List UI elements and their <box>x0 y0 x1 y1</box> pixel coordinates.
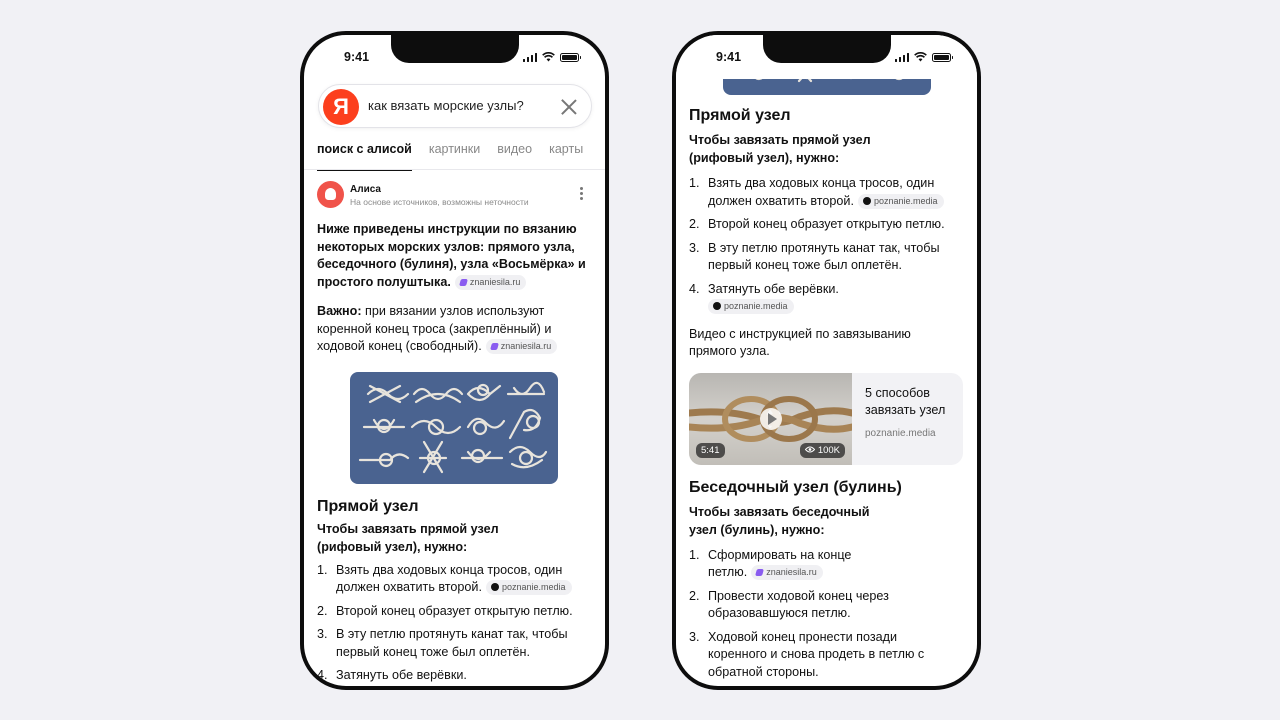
notch <box>763 31 891 63</box>
eye-icon <box>805 446 815 453</box>
phone-left <box>300 31 609 690</box>
section-subtitle: Чтобы завязать прямой узел (рифовый узел), нужно: <box>317 521 499 554</box>
list-item <box>689 588 909 623</box>
section-title: Прямой узел <box>317 497 419 515</box>
step-text: В эту петлю протянуть канат так, чтобы первый конец тоже был оплетён. <box>336 627 568 659</box>
video-card[interactable] <box>689 373 963 465</box>
signal-icon <box>523 53 538 62</box>
list-item <box>689 240 963 275</box>
poznanie-icon <box>491 583 499 591</box>
step-number: 2. <box>689 588 700 603</box>
step-number: 3. <box>689 629 700 644</box>
video-thumbnail[interactable] <box>689 373 852 465</box>
step-text: В эту петлю протянуть канат так, чтобы первый конец тоже был оплетён. <box>708 240 940 272</box>
step-text: Взять два ходовых конца тросов, один должен охватить второй. <box>336 562 563 594</box>
tabs-divider <box>304 169 605 170</box>
list-item <box>689 175 963 210</box>
source-label: poznanie.media <box>501 582 566 592</box>
step-number: 3. <box>317 627 328 641</box>
status-time: 9:41 <box>716 50 742 64</box>
step-number: 1. <box>689 547 700 562</box>
alisa-name: Алиса <box>350 184 381 195</box>
close-icon[interactable] <box>561 99 577 115</box>
poznanie-icon <box>863 197 871 205</box>
alisa-disclaimer: На основе источников, возможны неточности <box>350 197 529 207</box>
step-text: Затянуть обе верёвки. <box>708 281 839 296</box>
video-title[interactable]: 5 способов завязать узел <box>865 385 946 417</box>
status-icons <box>895 52 952 62</box>
yandex-logo[interactable]: Я <box>323 89 359 125</box>
wifi-icon <box>914 52 927 62</box>
steps-list <box>689 175 963 316</box>
znaniesila-icon <box>755 569 764 576</box>
list-item <box>317 603 591 621</box>
step-text: Второй конец образует открытую петлю. <box>336 603 573 618</box>
search-tabs <box>317 140 605 170</box>
duration-badge: 5:41 <box>696 443 725 458</box>
znaniesila-icon <box>490 343 499 350</box>
section-title: Беседочный узел (булинь) <box>689 478 902 496</box>
tab-video[interactable]: видео <box>497 142 533 156</box>
source-chip[interactable] <box>751 565 823 580</box>
wifi-icon <box>542 52 555 62</box>
answer-content <box>689 107 963 687</box>
step-text: Второй конец образует открытую петлю. <box>708 217 945 231</box>
views-badge <box>800 443 845 458</box>
kebab-icon[interactable] <box>580 187 583 201</box>
step-text: Взять два ходовых конца тросов, один должен охватить второй. <box>708 176 935 208</box>
source-chip[interactable] <box>858 194 944 209</box>
step-number: 4. <box>317 668 328 682</box>
step-number: 4. <box>689 281 700 296</box>
section-subtitle: Чтобы завязать прямой узел (рифовый узел), нужно: <box>689 133 871 165</box>
tab-alisa-search[interactable]: поиск с алисой <box>317 142 412 171</box>
list-item <box>689 281 963 316</box>
step-text: Провести ходовой конец через образовавшуюся петлю. <box>708 588 889 620</box>
list-item <box>317 562 591 597</box>
source-label: znaniesila.ru <box>469 276 521 287</box>
step-number: 2. <box>689 217 700 231</box>
phone-right <box>672 31 981 690</box>
source-label: poznanie.media <box>724 301 788 311</box>
knots-illustration <box>350 372 558 484</box>
battery-icon <box>932 53 951 62</box>
step-number: 1. <box>317 562 328 577</box>
list-item <box>317 626 591 661</box>
intro-paragraph <box>317 221 591 291</box>
source-chip[interactable] <box>708 299 794 314</box>
steps-list <box>317 562 591 685</box>
status-time: 9:41 <box>344 50 370 64</box>
play-icon[interactable] <box>760 408 782 430</box>
intro-text: Ниже приведены инструкции по вязанию некоторых морских узлов: прямого узла, беседочного (булиня), узла «Восьмёрка» и простого полуштыка. <box>317 222 586 289</box>
source-chip[interactable] <box>486 580 572 595</box>
step-text: Сформировать на конце петлю. <box>708 547 852 579</box>
important-text: при вязании узлов используют коренной конец троса (закреплённый) и ходовой конец (свободный). <box>317 304 552 353</box>
search-bar[interactable] <box>318 84 592 128</box>
list-item <box>689 216 963 234</box>
step-text: Затянуть обе верёвки. <box>336 668 467 682</box>
znaniesila-icon <box>459 279 468 286</box>
video-source: poznanie.media <box>865 427 936 439</box>
list-item <box>689 629 939 682</box>
step-number: 1. <box>689 176 700 190</box>
battery-icon <box>560 53 579 62</box>
video-intro: Видео с инструкцией по завязыванию прямого узла. <box>689 326 911 358</box>
step-number: 3. <box>689 240 700 255</box>
source-label: znaniesila.ru <box>500 341 552 351</box>
section-subtitle: Чтобы завязать беседочный узел (булинь), нужно: <box>689 504 870 537</box>
notch <box>391 31 519 63</box>
poznanie-icon <box>713 302 721 310</box>
step-number: 2. <box>317 603 328 618</box>
source-chip[interactable] <box>486 339 558 354</box>
step-text: Ходовой конец пронести позади коренного и снова продеть в петлю с обратной стороны. <box>708 629 925 679</box>
important-paragraph <box>317 303 591 356</box>
answer-content <box>317 181 591 690</box>
tab-maps[interactable]: карты <box>549 142 584 156</box>
knots-image[interactable] <box>350 372 558 484</box>
alisa-icon <box>317 181 344 208</box>
source-label: poznanie.media <box>873 195 938 206</box>
status-icons <box>523 52 580 62</box>
alisa-header <box>317 181 591 211</box>
source-chip[interactable] <box>455 275 527 290</box>
important-label: Важно: <box>317 304 362 318</box>
steps-list <box>689 547 963 682</box>
list-item <box>317 667 591 685</box>
signal-icon <box>895 53 910 62</box>
views-count: 100K <box>817 444 840 456</box>
search-input[interactable]: как вязать морские узлы? <box>368 98 524 113</box>
list-item <box>689 547 889 582</box>
section-title: Прямой узел <box>689 107 791 124</box>
tab-images[interactable]: картинки <box>428 142 481 156</box>
source-label: znaniesila.ru <box>766 567 817 577</box>
